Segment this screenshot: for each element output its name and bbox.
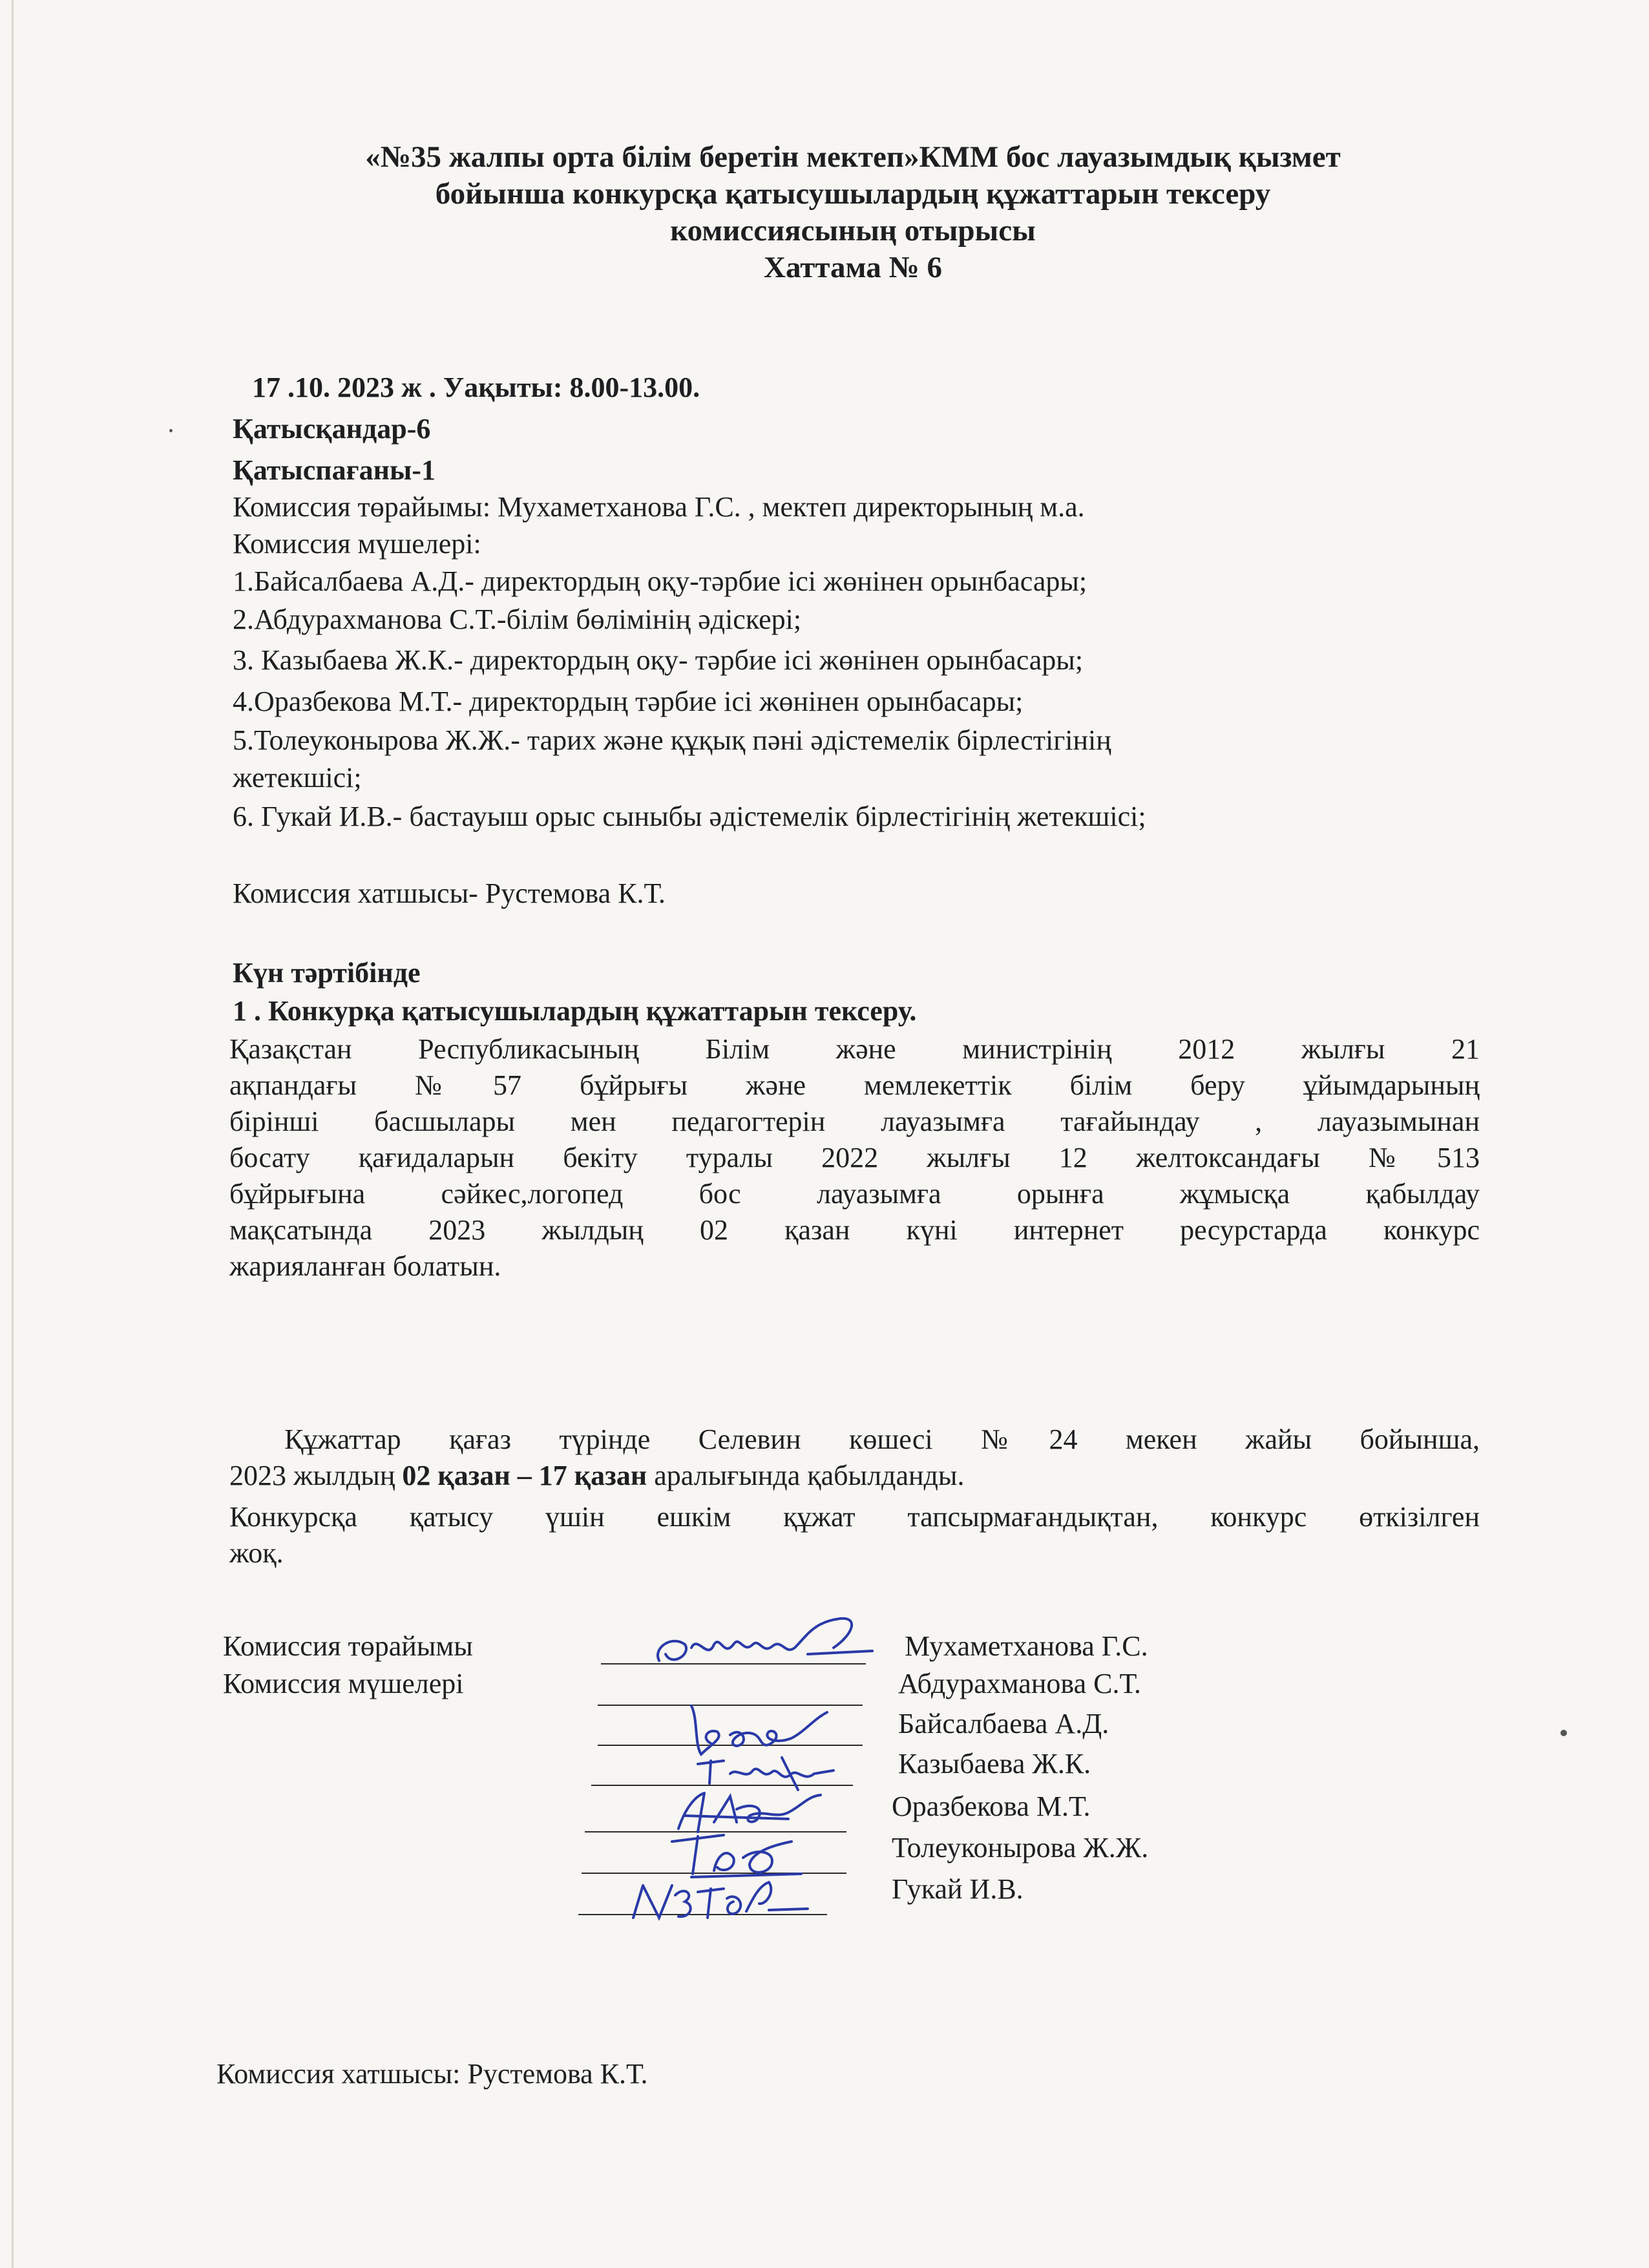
agenda-item: 1 . Конкурқа қатысушылардың құжаттарын тексеру. xyxy=(233,995,917,1027)
paragraph-line: босату қағидаларын бекіту туралы 2022 жылғы 12 желтоксандағы №513 xyxy=(229,1142,1480,1173)
present-count: Қатысқандар-6 xyxy=(233,413,431,445)
member-5: 5.Толеуконырова Ж.Ж.- тарих және құқық пәні әдістемелік бірлестігінің xyxy=(233,724,1111,756)
scan-speck xyxy=(1560,1730,1567,1736)
paragraph-line: бірінші басшылары мен педагогтерін лауазымға тағайындау , лауазымынан xyxy=(229,1106,1480,1137)
paragraph-line: жоқ. xyxy=(229,1537,284,1569)
commission-secretary: Комиссия хатшысы- Рустемова К.Т. xyxy=(233,877,666,909)
agenda-paragraph-2 xyxy=(229,1422,1480,1494)
date-time: 17 .10. 2023 ж . Уақыты: 8.00-13.00. xyxy=(252,372,700,403)
sign-chair-label: Комиссия төрайымы xyxy=(223,1630,473,1662)
agenda-paragraph-1 xyxy=(229,1031,1480,1285)
paragraph-line: мақсатында 2023 жылдың 02 қазан күні интернет ресурстарда конкурс xyxy=(229,1214,1480,1246)
date-range: 02 қазан – 17 қазан xyxy=(402,1460,647,1491)
signature-chair xyxy=(646,1609,892,1680)
paragraph-line xyxy=(229,1458,1480,1494)
signature-gukai xyxy=(620,1866,814,1931)
member-6: 6. Гукай И.В.- бастауыш орыс сыныбы әдістемелік бірлестігінің жетекшісі; xyxy=(233,801,1146,832)
title-line-2: бойынша конкурсқа қатысушылардың құжаттарын тексеру xyxy=(435,177,1271,211)
secretary-signoff: Комиссия хатшысы: Рустемова К.Т. xyxy=(216,2058,648,2090)
signatory-name: Оразбекова М.Т. xyxy=(892,1790,1091,1822)
text-run: аралығында қабылданды. xyxy=(647,1460,965,1491)
paragraph-line: Конкурсқа қатысу үшін ешкім құжат тапсырмағандықтан, конкурс өткізілген xyxy=(229,1501,1480,1533)
signatory-name: Казыбаева Ж.К. xyxy=(898,1748,1091,1780)
paragraph-line: ақпандағы №57 бұйрығы және мемлекеттік білім беру ұйымдарының xyxy=(229,1069,1480,1101)
page-edge xyxy=(12,0,14,2268)
signatory-name: Толеуконырова Ж.Ж. xyxy=(892,1832,1149,1864)
member-4: 4.Оразбекова М.Т.- директордың тәрбие ісі жөнінен орынбасары; xyxy=(233,686,1024,717)
signatory-name: Гукай И.В. xyxy=(892,1873,1024,1905)
member-2: 2.Абдурахманова С.Т.-білім бөлімінің әдіскері; xyxy=(233,604,802,635)
agenda-heading: Күн тәртібінде xyxy=(233,957,421,989)
title-line-1: «№35 жалпы орта білім беретін мектеп»КММ бос лауазымдық қызмет xyxy=(365,140,1341,174)
member-3: 3. Казыбаева Ж.К.- директордың оқу- тәрбие ісі жөнінен орынбасары; xyxy=(233,644,1084,676)
member-1: 1.Байсалбаева А.Д.- директордың оқу-тәрбие ісі жөнінен орынбасары; xyxy=(233,565,1087,597)
protocol-number: Хаттама № 6 xyxy=(764,251,942,284)
member-5-continued: жетекшісі; xyxy=(233,762,362,793)
text-run: 2023 жылдың xyxy=(229,1460,403,1491)
document-title xyxy=(246,139,1460,286)
title-line-3: комиссиясының отырысы xyxy=(670,214,1036,247)
paragraph-line: жарияланған болатын. xyxy=(229,1250,501,1282)
signatory-name: Абдурахманова С.Т. xyxy=(898,1668,1141,1699)
scan-speck xyxy=(169,429,173,432)
paragraph-line: Құжаттар қағаз түрінде Селевин көшесі №24 мекен жайы бойынша, xyxy=(284,1423,1480,1455)
sign-members-label: Комиссия мүшелері xyxy=(223,1668,464,1699)
paragraph-line: бұйрығына сәйкес,логопед бос лауазымға орынға жұмысқа қабылдау xyxy=(229,1178,1480,1210)
agenda-paragraph-3 xyxy=(229,1499,1480,1571)
signatory-name: Байсалбаева А.Д. xyxy=(898,1708,1109,1739)
paragraph-line: Қазақстан Республикасының Білім және министрінің 2012 жылғы 21 xyxy=(229,1033,1480,1065)
commission-chair: Комиссия төрайымы: Мухаметханова Г.С. , мектеп директорының м.а. xyxy=(233,491,1085,523)
signatory-name: Мухаметханова Г.С. xyxy=(905,1630,1148,1662)
members-label: Комиссия мүшелері: xyxy=(233,528,481,560)
absent-count: Қатыспағаны-1 xyxy=(233,454,436,486)
